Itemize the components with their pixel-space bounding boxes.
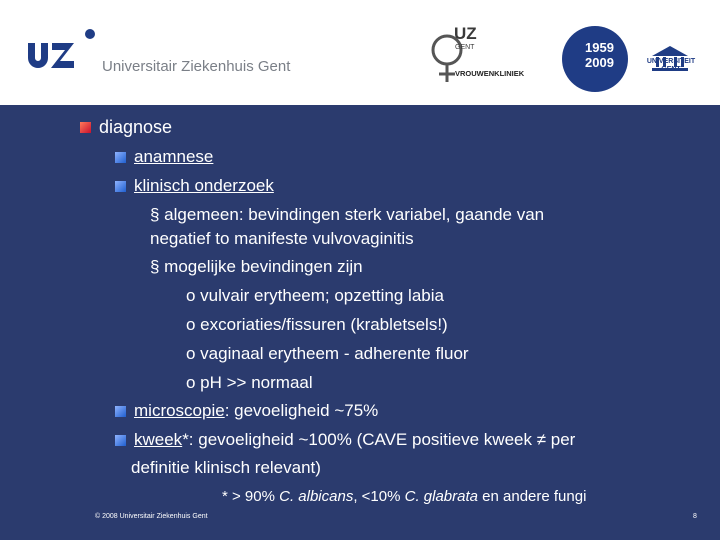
microscopie-text: : gevoeligheid ~75%	[224, 401, 379, 420]
ug-label: UNIVERSITEIT GENT	[646, 58, 696, 73]
header-banner	[0, 0, 720, 105]
kweek-text: *: gevoeligheid ~100% (CAVE positieve kweek ≠ per	[182, 430, 576, 449]
line-klinisch-onderzoek: klinisch onderzoek	[134, 176, 274, 195]
jubilee-bottom: 2009	[585, 55, 614, 70]
bullet-blue-icon	[115, 181, 126, 192]
line-ph: o pH >> normaal	[186, 373, 313, 392]
line-microscopie	[134, 401, 378, 421]
vk-uz-text: UZ	[454, 24, 477, 43]
footer-page-number: 8	[693, 513, 697, 520]
note-species-1: C. albicans	[279, 488, 354, 505]
bullet-blue-icon	[115, 152, 126, 163]
line-kweek	[134, 430, 575, 450]
footnote	[222, 488, 586, 505]
note-mid: , <10%	[353, 488, 405, 505]
note-prefix: * > 90%	[222, 488, 280, 505]
jubilee-years	[585, 40, 614, 70]
bullet-blue-icon	[115, 406, 126, 417]
line-excoriaties: o excoriaties/fissuren (krabletsels!)	[186, 315, 448, 334]
note-species-2: C. glabrata	[404, 488, 478, 505]
note-suffix: en andere fungi	[478, 488, 587, 505]
line-vaginaal: o vaginaal erytheem - adherente fluor	[186, 344, 469, 363]
line-algemeen-cont: negatief to manifeste vulvovaginitis	[150, 229, 414, 248]
bullet-blue-icon	[115, 435, 126, 446]
uz-logo-icon	[26, 28, 106, 78]
jubilee-top: 1959	[585, 40, 614, 55]
microscopie-label: microscopie	[134, 401, 225, 420]
kweek-label: kweek	[134, 430, 183, 449]
footer-copyright: © 2008 Universitair Ziekenhuis Gent	[95, 513, 208, 520]
vrouwenkliniek-logo-icon	[425, 20, 545, 90]
line-vulvair: o vulvair erytheem; opzetting labia	[186, 286, 444, 305]
line-kweek-cont: definitie klinisch relevant)	[131, 458, 321, 477]
vk-gent-text: GENT	[455, 44, 475, 51]
line-algemeen: § algemeen: bevindingen sterk variabel, gaande van	[150, 205, 545, 224]
hospital-name: Universitair Ziekenhuis Gent	[102, 58, 291, 75]
line-anamnese: anamnese	[134, 147, 214, 166]
vk-label: VROUWENKLINIEK	[455, 69, 525, 78]
line-diagnose: diagnose	[99, 117, 173, 137]
bullet-red-icon	[80, 122, 91, 133]
line-mogelijke: § mogelijke bevindingen zijn	[150, 257, 363, 276]
